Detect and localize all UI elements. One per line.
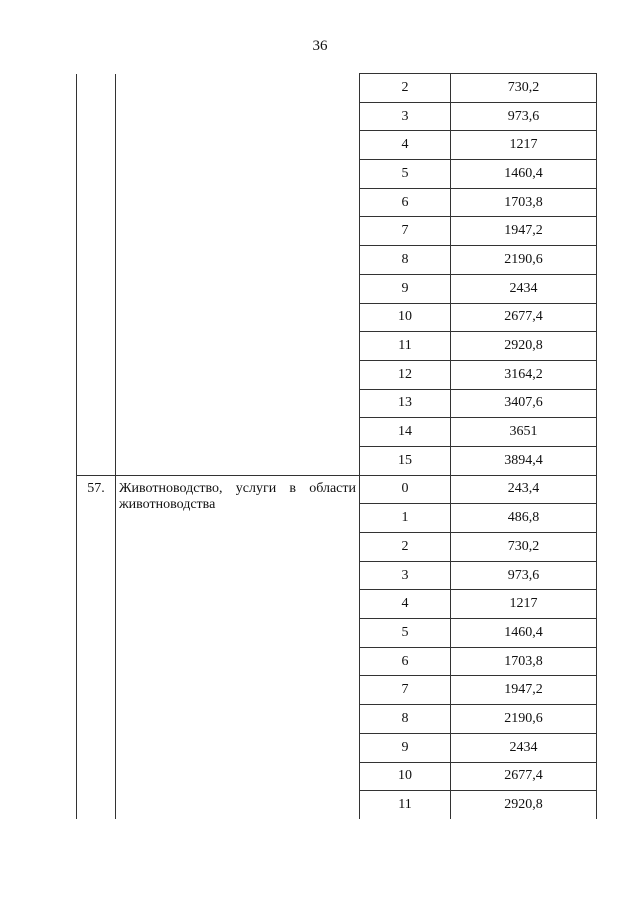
value-cell: 3407,6 [451,389,597,418]
value-cell: 3894,4 [451,446,597,475]
level-cell: 2 [360,74,451,103]
value-cell: 2920,8 [451,791,597,820]
table-row [77,475,597,504]
value-cell: 2677,4 [451,303,597,332]
level-cell: 8 [360,705,451,734]
value-cell: 1217 [451,590,597,619]
value-cell: 1703,8 [451,647,597,676]
page-number: 36 [312,38,328,54]
level-cell: 11 [360,332,451,361]
level-cell: 3 [360,561,451,590]
section-name-cell [116,475,360,819]
table-row [77,74,597,103]
value-cell: 1947,2 [451,217,597,246]
level-cell: 5 [360,160,451,189]
level-cell: 5 [360,619,451,648]
level-cell: 4 [360,590,451,619]
value-cell: 2434 [451,274,597,303]
section-name: Животноводство, услуги в области животноводства [119,480,356,513]
value-cell: 2434 [451,733,597,762]
level-cell: 10 [360,762,451,791]
level-cell: 10 [360,303,451,332]
level-cell: 3 [360,102,451,131]
value-cell: 973,6 [451,561,597,590]
level-cell: 11 [360,791,451,820]
value-cell: 730,2 [451,533,597,562]
value-cell: 3651 [451,418,597,447]
value-cell: 730,2 [451,74,597,103]
level-cell: 15 [360,446,451,475]
value-cell: 2190,6 [451,246,597,275]
value-cell: 1703,8 [451,188,597,217]
level-cell: 2 [360,533,451,562]
level-cell: 12 [360,360,451,389]
level-cell: 7 [360,217,451,246]
continued-name-cell [116,74,360,476]
level-cell: 7 [360,676,451,705]
value-cell: 1460,4 [451,619,597,648]
section-number: 57. [87,480,105,496]
level-cell: 8 [360,246,451,275]
continued-number-cell [77,74,116,476]
level-cell: 4 [360,131,451,160]
value-cell: 243,4 [451,475,597,504]
level-cell: 1 [360,504,451,533]
level-cell: 13 [360,389,451,418]
value-cell: 2677,4 [451,762,597,791]
rates-table [76,73,597,819]
level-cell: 14 [360,418,451,447]
value-cell: 973,6 [451,102,597,131]
level-cell: 9 [360,733,451,762]
level-cell: 9 [360,274,451,303]
value-cell: 486,8 [451,504,597,533]
value-cell: 1217 [451,131,597,160]
level-cell: 6 [360,647,451,676]
value-cell: 1460,4 [451,160,597,189]
value-cell: 3164,2 [451,360,597,389]
value-cell: 2920,8 [451,332,597,361]
section-number-cell [77,475,116,819]
level-cell: 0 [360,475,451,504]
value-cell: 2190,6 [451,705,597,734]
level-cell: 6 [360,188,451,217]
value-cell: 1947,2 [451,676,597,705]
